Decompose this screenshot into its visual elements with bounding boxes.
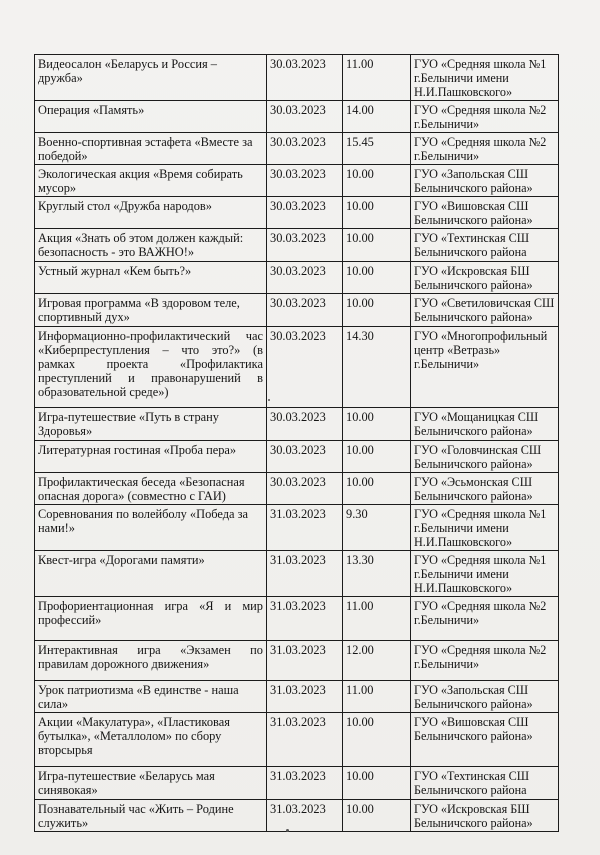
event-time-cell: 10.00	[343, 294, 411, 327]
event-time-cell: 11.00	[343, 681, 411, 713]
event-date-cell: 30.03.2023	[267, 327, 343, 408]
event-name-cell: Круглый стол «Дружба народов»	[35, 197, 267, 229]
event-organizer-cell: ГУО «Вишовская СШ Белыничского района»	[411, 713, 559, 767]
table-row	[35, 800, 559, 832]
event-organizer-cell: ГУО «Средняя школа №1 г.Белыничи имени Н.И.Пашковского»	[411, 505, 559, 551]
table-row	[35, 294, 559, 327]
table-row	[35, 767, 559, 800]
event-date-cell: 30.03.2023	[267, 441, 343, 473]
table-row	[35, 551, 559, 597]
event-time-cell: 10.00	[343, 713, 411, 767]
event-date-cell: 31.03.2023	[267, 551, 343, 597]
event-organizer-cell: ГУО «Средняя школа №1 г.Белыничи имени Н.И.Пашковского»	[411, 55, 559, 101]
event-time-cell: 10.00	[343, 229, 411, 262]
event-date-cell: 30.03.2023	[267, 197, 343, 229]
event-name-cell: Военно-спортивная эстафета «Вместе за победой»	[35, 133, 267, 165]
event-name-cell: Профориентационная игра «Я и мир профессий»	[35, 597, 267, 641]
event-name-cell: Акции «Макулатура», «Пластиковая бутылка», «Металлолом» по сбору вторсырья	[35, 713, 267, 767]
event-organizer-cell: ГУО «Головчинская СШ Белыничского района»	[411, 441, 559, 473]
event-time-cell: 12.00	[343, 641, 411, 681]
table-row	[35, 408, 559, 441]
event-time-cell: 10.00	[343, 800, 411, 832]
event-date-cell: 30.03.2023	[267, 133, 343, 165]
event-date-cell: 30.03.2023	[267, 262, 343, 294]
event-time-cell: 9.30	[343, 505, 411, 551]
events-table-body	[35, 55, 559, 832]
events-table	[34, 54, 559, 832]
event-organizer-cell: ГУО «Средняя школа №1 г.Белыничи имени Н.И.Пашковского»	[411, 551, 559, 597]
scan-speck	[286, 829, 289, 832]
event-date-cell: 30.03.2023	[267, 101, 343, 133]
event-name-cell: Соревнования по волейболу «Победа за нами!»	[35, 505, 267, 551]
event-name-cell: Устный журнал «Кем быть?»	[35, 262, 267, 294]
event-time-cell: 10.00	[343, 473, 411, 505]
event-name-cell: Урок патриотизма «В единстве - наша сила»	[35, 681, 267, 713]
table-row	[35, 197, 559, 229]
event-date-cell: 31.03.2023	[267, 800, 343, 832]
table-row	[35, 133, 559, 165]
event-time-cell: 11.00	[343, 55, 411, 101]
event-organizer-cell: ГУО «Мощаницкая СШ Белыничского района»	[411, 408, 559, 441]
table-row	[35, 597, 559, 641]
event-date-cell: 30.03.2023	[267, 294, 343, 327]
event-name-cell: Экологическая акция «Время собирать мусор»	[35, 165, 267, 197]
event-name-cell: Игровая программа «В здоровом теле, спортивный дух»	[35, 294, 267, 327]
event-time-cell: 10.00	[343, 767, 411, 800]
event-name-cell: Интерактивная игра «Экзамен по правилам дорожного движения»	[35, 641, 267, 681]
event-time-cell: 14.30	[343, 327, 411, 408]
table-row	[35, 101, 559, 133]
event-name-cell: Игра-путешествие «Беларусь мая синявокая»	[35, 767, 267, 800]
event-date-cell: 31.03.2023	[267, 681, 343, 713]
event-organizer-cell: ГУО «Средняя школа №2 г.Белыничи»	[411, 133, 559, 165]
event-organizer-cell: ГУО «Запольская СШ Белыничского района»	[411, 165, 559, 197]
event-time-cell: 10.00	[343, 197, 411, 229]
event-time-cell: 10.00	[343, 262, 411, 294]
event-date-cell: 31.03.2023	[267, 641, 343, 681]
table-row	[35, 165, 559, 197]
event-name-cell: Операция «Память»	[35, 101, 267, 133]
table-row	[35, 327, 559, 408]
event-date-cell: 31.03.2023	[267, 767, 343, 800]
event-date-cell: 31.03.2023	[267, 505, 343, 551]
event-date-cell: 30.03.2023	[267, 229, 343, 262]
event-organizer-cell: ГУО «Светиловичская СШ Белыничского района»	[411, 294, 559, 327]
event-date-cell: 30.03.2023	[267, 55, 343, 101]
event-name-cell: Акция «Знать об этом должен каждый: безопасность - это ВАЖНО!»	[35, 229, 267, 262]
event-organizer-cell: ГУО «Вишовская СШ Белыничского района»	[411, 197, 559, 229]
event-name-cell: Профилактическая беседа «Безопасная опасная дорога» (совместно с ГАИ)	[35, 473, 267, 505]
event-name-cell: Литературная гостиная «Проба пера»	[35, 441, 267, 473]
event-organizer-cell: ГУО «Искровская БШ Белыничского района»	[411, 800, 559, 832]
event-name-cell: Информационно-профилактический час «Киберпреступления – что это?» (в рамках проекта «Профилактика преступлений и правонарушений в образовательной среде»)	[35, 327, 267, 408]
table-row	[35, 641, 559, 681]
table-row	[35, 229, 559, 262]
table-row	[35, 55, 559, 101]
table-row	[35, 713, 559, 767]
event-time-cell: 13.30	[343, 551, 411, 597]
table-row	[35, 681, 559, 713]
event-organizer-cell: ГУО «Техтинская СШ Белыничского района	[411, 767, 559, 800]
event-date-cell: 30.03.2023	[267, 473, 343, 505]
event-time-cell: 10.00	[343, 165, 411, 197]
event-time-cell: 11.00	[343, 597, 411, 641]
event-date-cell: 31.03.2023	[267, 597, 343, 641]
table-row	[35, 262, 559, 294]
event-name-cell: Видеосалон «Беларусь и Россия – дружба»	[35, 55, 267, 101]
event-organizer-cell: ГУО «Средняя школа №2 г.Белыничи»	[411, 597, 559, 641]
table-row	[35, 441, 559, 473]
event-date-cell: 30.03.2023	[267, 165, 343, 197]
event-organizer-cell: ГУО «Эсьмонская СШ Белыничского района»	[411, 473, 559, 505]
event-organizer-cell: ГУО «Техтинская СШ Белыничского района	[411, 229, 559, 262]
event-time-cell: 14.00	[343, 101, 411, 133]
event-organizer-cell: ГУО «Запольская СШ Белыничского района»	[411, 681, 559, 713]
event-time-cell: 15.45	[343, 133, 411, 165]
event-organizer-cell: ГУО «Искровская БШ Белыничского района»	[411, 262, 559, 294]
event-organizer-cell: ГУО «Средняя школа №2 г.Белыничи»	[411, 641, 559, 681]
event-time-cell: 10.00	[343, 441, 411, 473]
event-organizer-cell: ГУО «Средняя школа №2 г.Белыничи»	[411, 101, 559, 133]
event-name-cell: Игра-путешествие «Путь в страну Здоровья»	[35, 408, 267, 441]
event-organizer-cell: ГУО «Многопрофильный центр «Ветразь» г.Белыничи»	[411, 327, 559, 408]
event-name-cell: Квест-игра «Дорогами памяти»	[35, 551, 267, 597]
event-name-cell: Познавательный час «Жить – Родине служить»	[35, 800, 267, 832]
event-time-cell: 10.00	[343, 408, 411, 441]
scan-speck	[268, 399, 270, 401]
event-date-cell: 31.03.2023	[267, 713, 343, 767]
table-row	[35, 505, 559, 551]
event-date-cell: 30.03.2023	[267, 408, 343, 441]
table-row	[35, 473, 559, 505]
